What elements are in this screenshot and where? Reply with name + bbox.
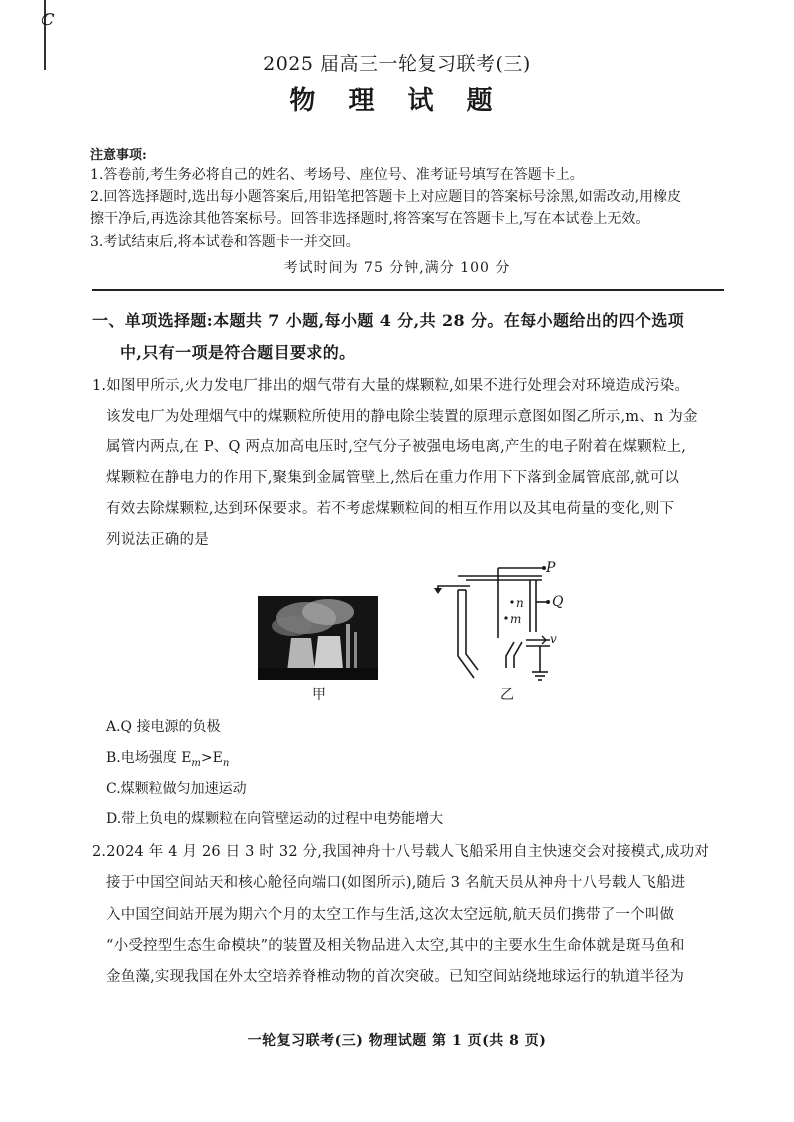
label-m: m [510,612,522,626]
question-1-line: 煤颗粒在静电力的作用下,聚集到金属管壁上,然后在重力作用下下落到金属管底部,就可以 [106,470,680,486]
exam-title: 2025 届高三一轮复习联考(三) [263,53,531,75]
notice-line: 3.考试结束后,将本试卷和答题卡一并交回。 [90,234,360,250]
option-a: A.Q 接电源的负极 [106,719,221,735]
notice-line: 2.回答选择题时,选出每小题答案后,用铅笔把答题卡上对应题目的答案标号涂黑,如需改动,用橡皮 [90,189,682,205]
label-n: n [516,596,524,610]
option-b-compare: >E [200,750,223,766]
subject-title: 物 理 试 题 [289,86,505,116]
question-1-line: 该发电厂为处理烟气中的煤颗粒所使用的静电除尘装置的原理示意图如图乙所示,m、n 为金 [106,409,698,425]
exam-time: 考试时间为 75 分钟,满分 100 分 [283,260,511,276]
corner-mark: ℂ [40,10,53,29]
question-1-line: 属管内两点,在 P、Q 两点加高电压时,空气分子被强电场电离,产生的电子附着在煤颗粒上, [106,439,687,455]
question-1-line: 有效去除煤颗粒,达到环保要求。若不考虑煤颗粒间的相互作用以及其电荷量的变化,则下 [106,501,675,517]
divider-rule [92,289,724,291]
notice-line: 擦干净后,再选涂其他答案标号。回答非选择题时,将答案写在答题卡上,写在本试卷上无效。 [90,211,650,227]
option-c: C.煤颗粒做匀加速运动 [106,781,247,797]
option-b [106,747,229,769]
question-1-line: 1.如图甲所示,火力发电厂排出的烟气带有大量的煤颗粒,如果不进行处理会对环境造成污染。 [92,378,690,394]
section-heading: 一、单项选择题:本题共 7 小题,每小题 4 分,共 28 分。在每小题给出的四个选项 [92,311,685,330]
question-2-line: 接于中国空间站天和核心舱径向端口(如图所示),随后 3 名航天员从神舟十八号载人飞船进 [106,875,686,891]
notice-heading: 注意事项: [90,148,147,163]
question-1-line: 列说法正确的是 [106,532,209,548]
option-b-sub-m: m [191,757,201,769]
label-v: v [550,632,557,646]
question-2-line: 入中国空间站开展为期六个月的太空工作与生活,这次太空远航,航天员们携带了一个叫做 [106,907,675,923]
figure-label-jia: 甲 [312,687,326,703]
option-d: D.带上负电的煤颗粒在向管壁运动的过程中电势能增大 [106,811,444,827]
label-p: P [546,560,556,576]
page-footer: 一轮复习联考(三) 物理试题 第 1 页(共 8 页) [247,1033,547,1049]
option-b-sub-n: n [222,757,230,769]
option-b-text: B.电场强度 E [106,750,192,766]
notice-line: 1.答卷前,考生务必将自己的姓名、考场号、座位号、准考证号填写在答题卡上。 [90,167,584,183]
power-plant-photo [258,596,378,680]
label-q: Q [552,594,564,610]
question-2-line: 2.2024 年 4 月 26 日 3 时 32 分,我国神舟十八号载人飞船采用自主快速交会对接模式,成功对 [92,844,710,860]
section-heading-cont: 中,只有一项是符合题目要求的。 [120,343,356,362]
figure-label-yi: 乙 [500,687,514,703]
question-2-line: “小受控型生态生命模块”的装置及相关物品进入太空,其中的主要水生生命体就是斑马鱼和 [106,938,685,954]
question-2-line: 金鱼藻,实现我国在外太空培养脊椎动物的首次突破。已知空间站绕地球运行的轨道半径为 [106,969,685,985]
